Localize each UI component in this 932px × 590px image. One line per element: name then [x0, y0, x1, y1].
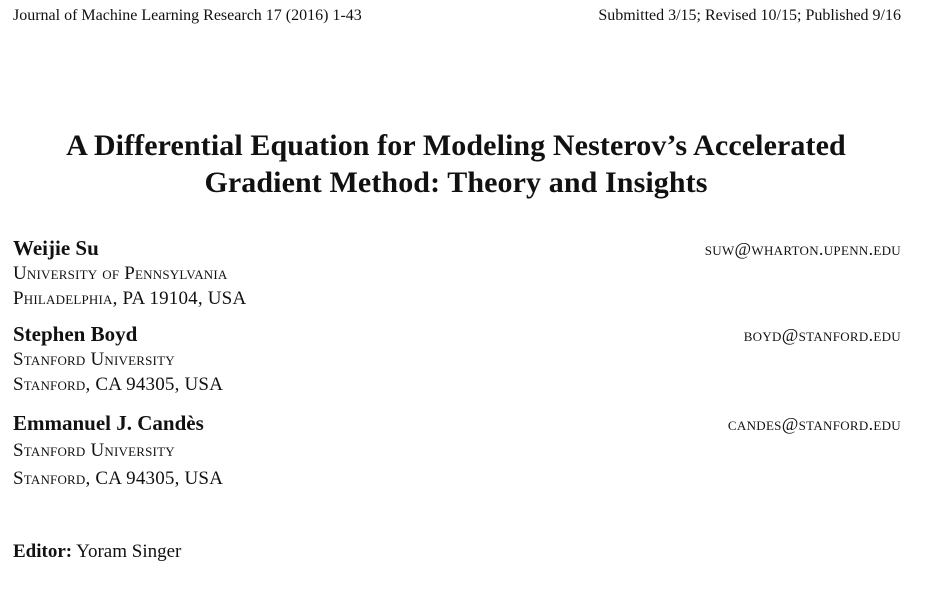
author-block-candes: [13, 410, 901, 491]
author-affiliation: University of Pennsylvania: [13, 263, 228, 284]
author-name: Emmanuel J. Candès: [13, 411, 204, 435]
author-email: candes@stanford.edu: [727, 414, 901, 434]
journal-citation: Journal of Machine Learning Research 17 (2016) 1-43: [13, 7, 362, 24]
editor-label: Editor:: [13, 541, 73, 562]
title-line-1: A Differential Equation for Modeling Nesterov’s Accelerated: [66, 129, 846, 162]
author-affiliation: Stanford University: [13, 440, 175, 461]
author-name: Weijie Su: [13, 236, 99, 260]
author-address: Stanford, CA 94305, USA: [13, 374, 224, 395]
author-email: boyd@stanford.edu: [743, 325, 901, 345]
editor-line: [13, 540, 181, 564]
author-email: suw@wharton.upenn.edu: [704, 239, 901, 259]
author-address: Stanford, CA 94305, USA: [13, 468, 224, 489]
submission-history: Submitted 3/15; Revised 10/15; Published 9/16: [598, 7, 901, 24]
author-name: Stephen Boyd: [13, 322, 138, 346]
author-address: Philadelphia, PA 19104, USA: [13, 288, 247, 309]
author-affiliation: Stanford University: [13, 349, 175, 370]
running-head: [13, 6, 901, 26]
author-block-su: [13, 235, 901, 311]
author-block-boyd: [13, 321, 901, 397]
paper-title: [0, 127, 912, 201]
title-line-2: Gradient Method: Theory and Insights: [204, 166, 708, 199]
editor-name: Yoram Singer: [72, 541, 182, 562]
